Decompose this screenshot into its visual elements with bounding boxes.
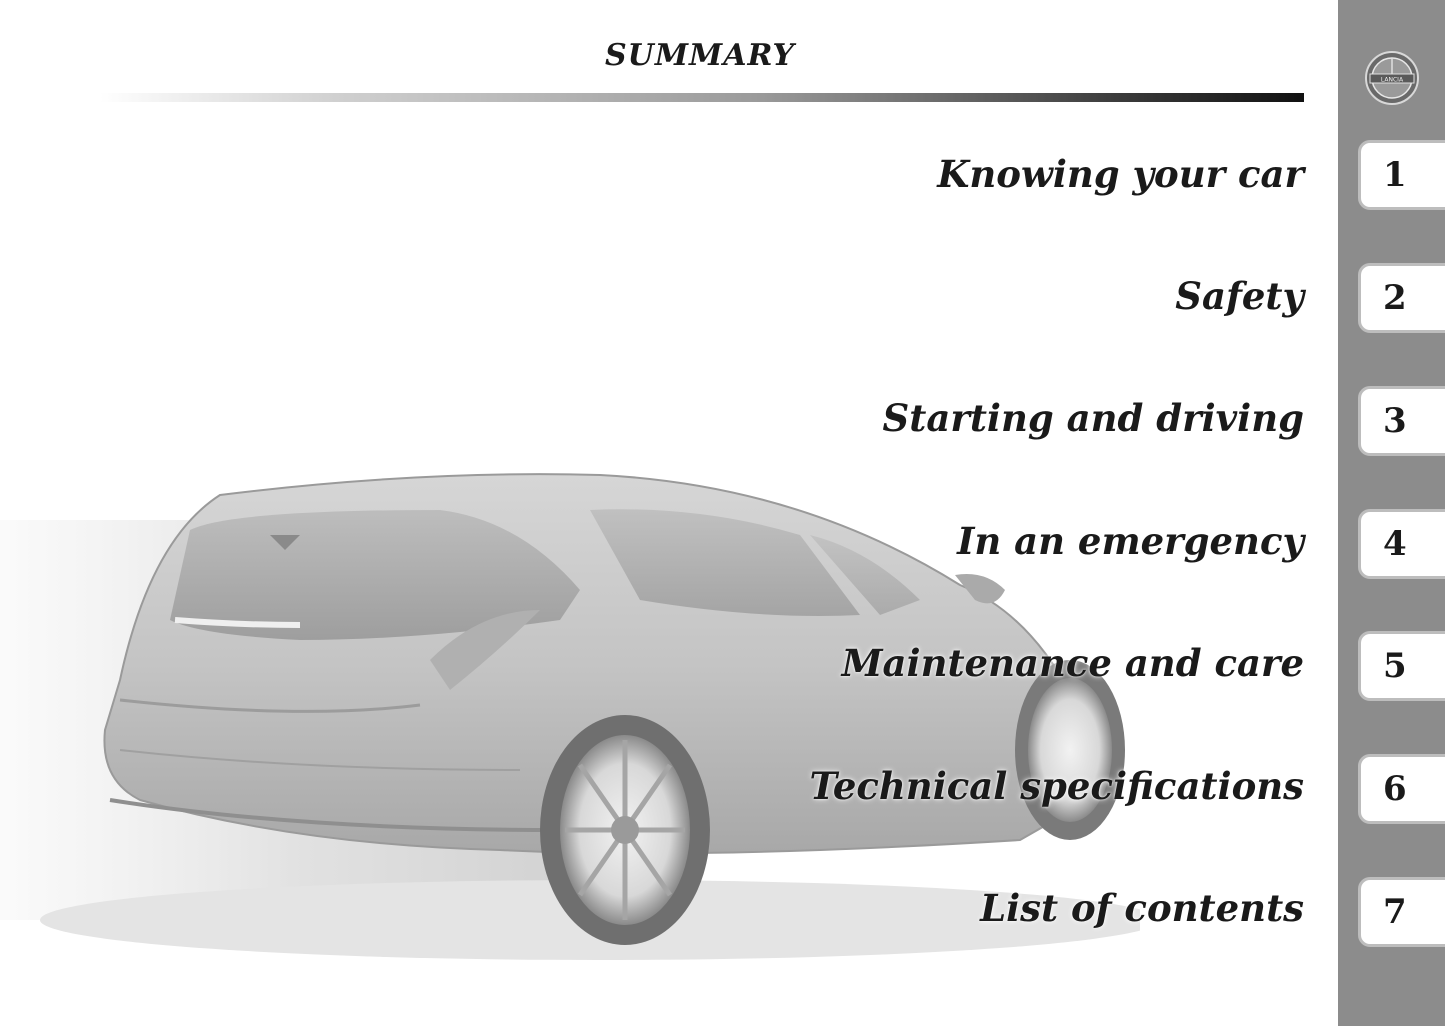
toc-entry-list-of-contents[interactable]: List of contents (980, 886, 1304, 930)
chapter-tab-3[interactable]: 3 (1358, 386, 1445, 456)
toc-entry-in-an-emergency[interactable]: In an emergency (957, 519, 1304, 563)
chapter-tab-5[interactable]: 5 (1358, 631, 1445, 701)
logo-text: LANCIA (1380, 76, 1404, 84)
toc-entry-technical-specifications[interactable]: Technical specifications (809, 764, 1304, 808)
toc-entry-safety[interactable]: Safety (1175, 274, 1304, 318)
chapter-tab-2[interactable]: 2 (1358, 263, 1445, 333)
lancia-logo-icon (1364, 48, 1420, 108)
page-title: SUMMARY (605, 38, 795, 73)
toc-entry-knowing-your-car[interactable]: Knowing your car (937, 152, 1304, 196)
toc-entry-maintenance-and-care[interactable]: Maintenance and care (841, 641, 1304, 685)
toc-entry-starting-and-driving[interactable]: Starting and driving (882, 396, 1304, 440)
chapter-tab-4[interactable]: 4 (1358, 509, 1445, 579)
chapter-tab-1[interactable]: 1 (1358, 140, 1445, 210)
chapter-tab-7[interactable]: 7 (1358, 877, 1445, 947)
table-of-contents (604, 0, 1304, 1026)
chapter-tab-6[interactable]: 6 (1358, 754, 1445, 824)
chapter-sidebar (1338, 0, 1445, 1026)
